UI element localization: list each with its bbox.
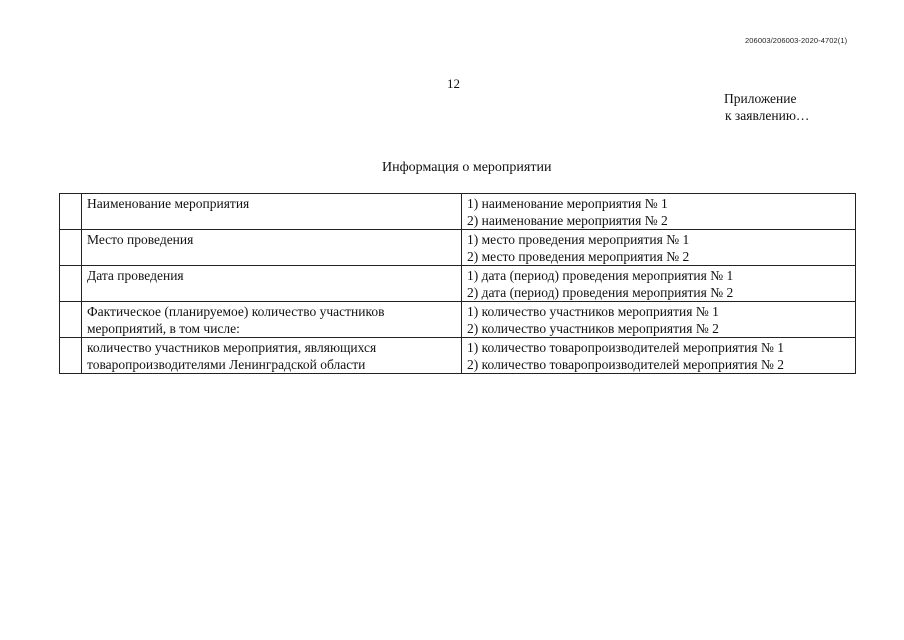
row-label-line: количество участников мероприятия, являющихся <box>87 340 377 355</box>
row-number-cell <box>60 230 82 266</box>
row-value-line: 1) количество товаропроизводителей мероприятия № 1 <box>467 340 784 355</box>
document-id: 206003/206003-2020-4702(1) <box>745 36 848 45</box>
row-value-line: 2) место проведения мероприятия № 2 <box>467 249 690 264</box>
page-number: 12 <box>447 76 460 91</box>
row-number-cell <box>60 194 82 230</box>
row-value-line: 2) количество товаропроизводителей мероприятия № 2 <box>467 357 784 372</box>
row-label-line: Наименование мероприятия <box>87 196 250 211</box>
table-row <box>60 266 856 302</box>
row-label-line: товаропроизводителями Ленинградской области <box>87 357 366 372</box>
row-value-line: 2) наименование мероприятия № 2 <box>467 213 668 228</box>
row-label-cell <box>82 266 462 302</box>
appendix-line-2: к заявлению… <box>725 108 810 123</box>
row-value-line: 1) дата (период) проведения мероприятия № 1 <box>467 268 734 283</box>
row-label-cell <box>82 194 462 230</box>
appendix-line-1: Приложение <box>724 91 797 106</box>
row-value-cell <box>462 230 856 266</box>
row-value-line: 1) место проведения мероприятия № 1 <box>467 232 690 247</box>
page-title: Информация о мероприятии <box>382 160 552 175</box>
row-value-cell <box>462 266 856 302</box>
row-value-cell <box>462 338 856 374</box>
row-number-cell <box>60 266 82 302</box>
row-number-cell <box>60 338 82 374</box>
row-value-line: 1) наименование мероприятия № 1 <box>467 196 668 211</box>
row-label-cell <box>82 338 462 374</box>
event-info-table <box>59 193 856 374</box>
table-row <box>60 230 856 266</box>
row-value-line: 1) количество участников мероприятия № 1 <box>467 304 719 319</box>
row-label-line: Дата проведения <box>87 268 184 283</box>
row-label-line: мероприятий, в том числе: <box>87 321 240 336</box>
table-row <box>60 338 856 374</box>
table-row <box>60 194 856 230</box>
row-value-cell <box>462 302 856 338</box>
row-value-line: 2) количество участников мероприятия № 2 <box>467 321 719 336</box>
row-value-line: 2) дата (период) проведения мероприятия № 2 <box>467 285 734 300</box>
row-label-cell <box>82 230 462 266</box>
row-number-cell <box>60 302 82 338</box>
table-row <box>60 302 856 338</box>
row-value-cell <box>462 194 856 230</box>
row-label-line: Место проведения <box>87 232 194 247</box>
row-label-line: Фактическое (планируемое) количество участников <box>87 304 385 319</box>
appendix-note <box>724 90 809 124</box>
row-label-cell <box>82 302 462 338</box>
